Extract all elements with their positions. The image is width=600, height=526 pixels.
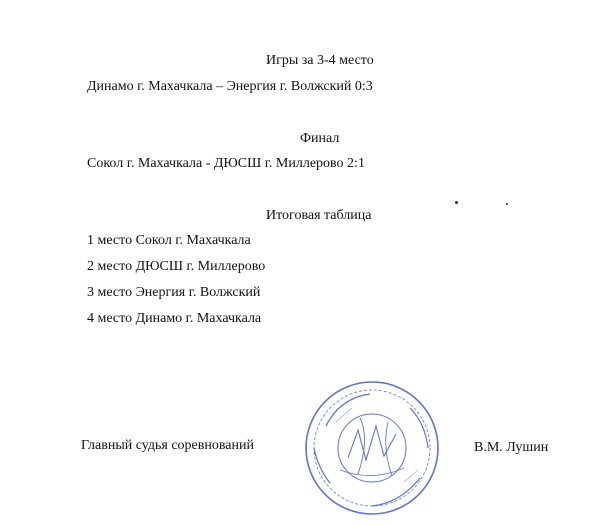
third-place-result: Динамо г. Махачкала – Энергия г. Волжский 0:3 — [87, 79, 373, 94]
standings-row-3: 3 место Энергия г. Волжский — [87, 285, 261, 300]
third-place-heading: Игры за 3-4 место — [266, 53, 374, 68]
scan-speck — [506, 203, 508, 205]
standings-heading: Итоговая таблица — [266, 208, 372, 223]
chief-referee-label: Главный судья соревнований — [81, 438, 254, 453]
stamp-inner-ring — [314, 390, 430, 506]
stamp-center-ring — [338, 414, 406, 482]
final-heading: Финал — [300, 131, 340, 146]
chief-referee-name: В.М. Лушин — [474, 440, 549, 455]
final-result: Сокол г. Махачкала - ДЮСШ г. Миллерово 2:1 — [87, 156, 365, 171]
standings-row-4: 4 место Динамо г. Махачкала — [87, 311, 262, 326]
standings-row-2: 2 место ДЮСШ г. Миллерово — [87, 259, 266, 274]
round-stamp — [300, 378, 450, 518]
stamp-outer-ring — [306, 382, 438, 514]
scan-speck — [455, 201, 458, 204]
stamp-center-lettering — [340, 468, 404, 476]
standings-row-1: 1 место Сокол г. Махачкала — [87, 233, 251, 248]
stamp-center-lettering — [348, 426, 396, 460]
